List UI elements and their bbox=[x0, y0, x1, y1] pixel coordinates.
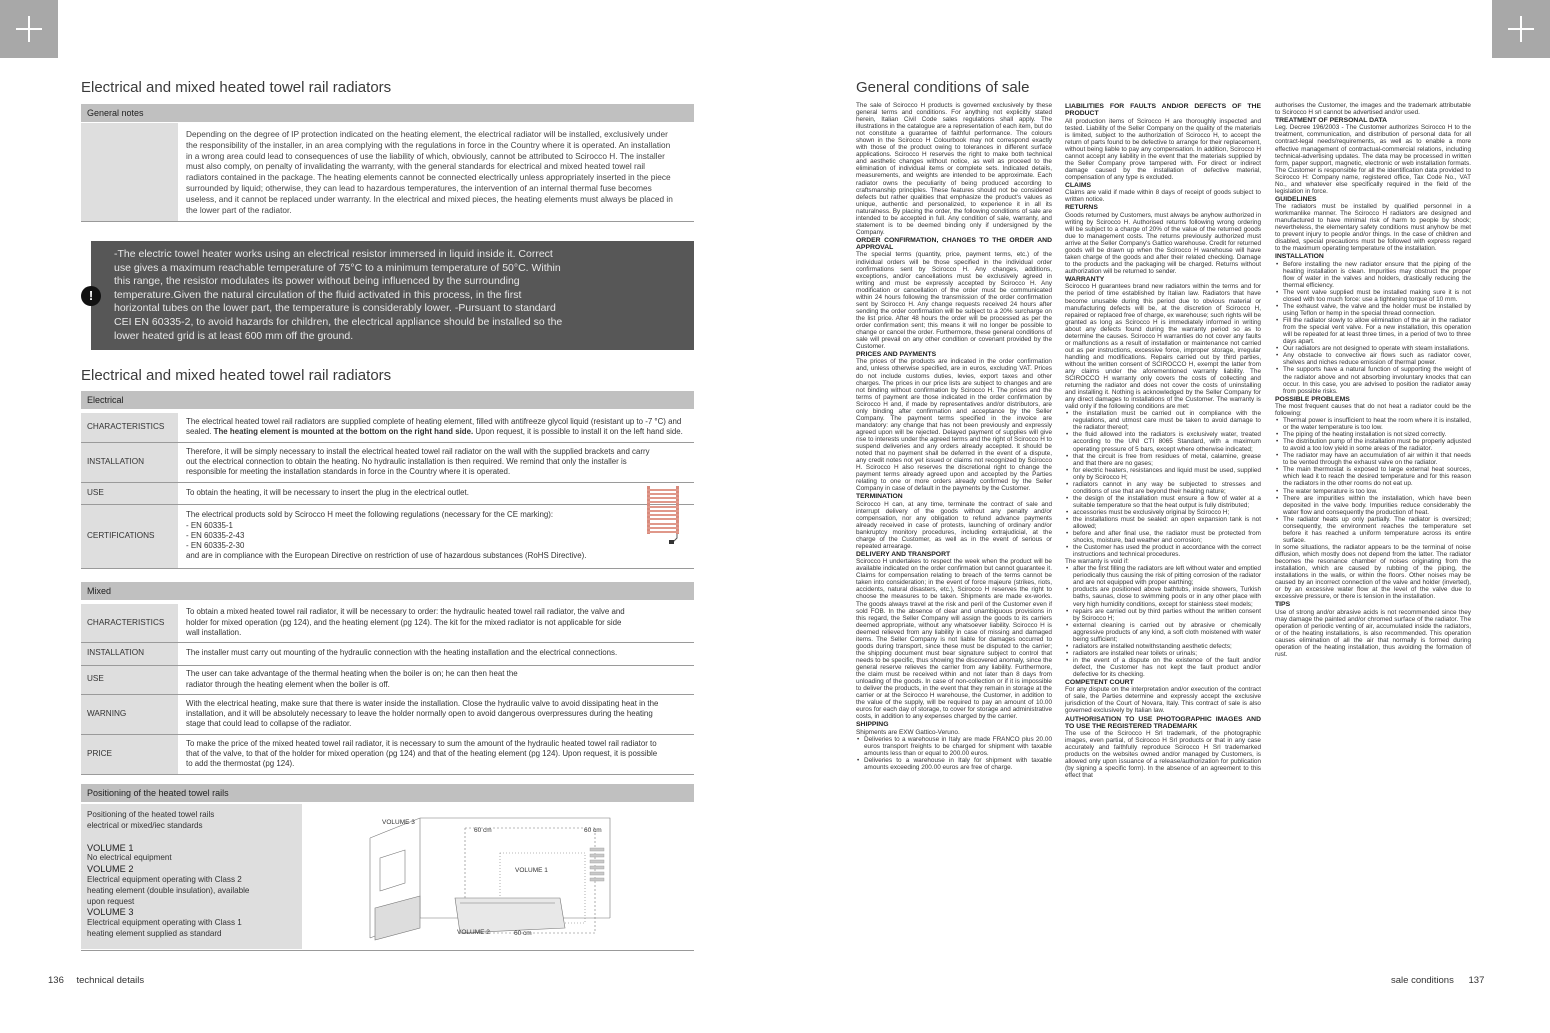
condition-list bbox=[856, 736, 1052, 771]
condition-paragraph: Scirocco H guarantees brand new radiators within the terms and for the period of time established by Italian law. Radiators that have become unusable during this period due to obvious material or manufacturing defects will be, at the discretion of Scirocco H, repaired or replaced free of charge, ex warehouse; such rights will be granted as long as Scirocco H is immediately informed in writing about any defects found during the warranty period so as to determine the causes. Scirocco H warranties do not cover any faults or malfunctions as a result of installation or maintenance not carried out as per instructions, excessive force, improper storage, irregular handling and modifications. Repairs carried out by third parties, without the written consent of SCIROCCO H, exempt the latter from any claims under the aforementioned warranty liability. The SCIROCCO H warranty only covers the costs of collecting and returning the radiator and does not cover the costs of uninstalling and installing it. Nothing is acknowledged by the Seller Company for any direct damages to installations of the Customer. The warranty is valid only if the following conditions are met: bbox=[1065, 283, 1261, 411]
condition-paragraph: Shipments are EXW Gattico-Veruno. bbox=[856, 728, 960, 736]
list-item: • The radiator heats up only partially. The radiator is oversized; consequently, the environment reaches the temperature set before it has reached a uniform temperature across its entire surface. bbox=[1275, 516, 1471, 544]
general-notes-header: General notes bbox=[81, 104, 694, 122]
list-item: • that the circuit is free from residues of metal, calamine, grease and that there are no gases; bbox=[1065, 453, 1261, 467]
list-item: • radiators are installed near toilets or urinals; bbox=[1065, 650, 1261, 657]
list-item: • radiators cannot in any way be subjected to stresses and conditions of use that are beyond their heating nature; bbox=[1065, 481, 1261, 495]
conditions-column-2 bbox=[1065, 102, 1261, 779]
mixed-table bbox=[81, 604, 694, 775]
condition-paragraph: The radiators must be installed by qualified personnel in a workmanlike manner. The Scirocco H radiators are designed and manufactured to have minimal risk of harm to people by shock; nevertheless, the elementary safety conditions must anyhow be met to prevent injury to people and/or things. In the case of children and disabled, special precautions must be followed with express regard to the maximum operating temperature of the installation. bbox=[1275, 203, 1471, 253]
condition-paragraph: Use of strong and/or abrasive acids is not recommended since they may damage the painted and/or chromed surface of the radiator. The operation of periodic venting of air, accumulated inside the radiators, or of the heating installations, is also recommended. This operation causes elimination of all the air that normally is formed during operation of the heating installation, thus avoiding the formation of rust. bbox=[1275, 608, 1471, 658]
condition-heading: DELIVERY AND TRANSPORT bbox=[856, 550, 951, 558]
list-item: • The piping of the heating installation is not sized correctly. bbox=[1275, 431, 1471, 438]
page-number-left: 136 bbox=[48, 975, 64, 986]
warning-box bbox=[91, 241, 694, 350]
table-row bbox=[81, 442, 694, 482]
table-row bbox=[81, 482, 694, 504]
list-item: • in the event of a dispute on the existence of the fault and/or defect, the Customer has not kept the fault product and/or defective for its checking. bbox=[1065, 657, 1261, 678]
condition-paragraph: The use of the Scirocco H Srl trademark, of the photographic images, even partial, of Scirocco H Srl products or that in any case accurately and faithfully reproduce Scirocco H Srl trademarked products on the websites owned and/or managed by Customers, is allowed only upon issuance of a release/authorization for publication (by signing a specific form). In the absence of an agreement to this effect that bbox=[1065, 730, 1261, 780]
general-notes-gray-block bbox=[81, 123, 178, 221]
row-value: Therefore, it will be simply necessary to install the electrical heated towel rail radiator on the wall with the supplied brackets and carry out the electrical connection to obtain the heating. No hydraulic installation is then required. We remind that only the installer is responsible for meeting the installation standards in force in the Country where it is operated. bbox=[178, 442, 694, 482]
list-item: • for electric heaters, resistances and liquid must be used, supplied only by Scirocco H; bbox=[1065, 467, 1261, 481]
condition-heading: COMPETENT COURT bbox=[1065, 679, 1134, 687]
list-item: • the Customer has used the product in accordance with the correct instructions and technical procedures. bbox=[1065, 544, 1261, 558]
condition-list bbox=[1275, 417, 1471, 544]
positioning-intro: Positioning of the heated towel rails electrical or mixed/iec standards bbox=[87, 810, 215, 830]
row-label: CERTIFICATIONS bbox=[81, 504, 178, 568]
row-label: USE bbox=[81, 482, 178, 504]
bathroom-volumes-diagram bbox=[360, 808, 620, 948]
diagram-dimension-3: 60 cm bbox=[514, 930, 532, 937]
condition-heading: AUTHORISATION TO USE PHOTOGRAPHIC IMAGES AND TO USE THE REGISTERED TRADEMARK bbox=[1065, 715, 1261, 730]
table-row bbox=[81, 413, 694, 442]
section-name-right: sale conditions bbox=[1391, 975, 1454, 986]
electrical-table bbox=[81, 413, 694, 569]
list-item: • external cleaning is carried out by abrasive or chemically aggressive products of any kind, a soft cloth moistened with water being sufficient; bbox=[1065, 622, 1261, 643]
list-item: • Deliveries to a warehouse in Italy for shipment with taxable amounts exceeding 200.00 euros are free of charge. bbox=[856, 757, 1052, 771]
condition-paragraph: Goods returned by Customers, must always be anyhow authorized in writing by Scirocco H. Authorised returns following wrong ordering will be subject to a charge of 20% of the value of the returned goods due to management costs. The returns previously authorized must arrive at the Seller Company's Gattico warehouse. Credit for returned goods will be drawn up when the Scirocco H warehouse will have taken charge of the goods and after their related checking. Damage to the products and the packaging will be charged. Returns without authorization will be returned to sender. bbox=[1065, 211, 1261, 276]
table-row bbox=[81, 694, 694, 734]
volume-2-desc: Electrical equipment operating with Class 2 heating element (double insulation), available upon request bbox=[87, 874, 250, 906]
condition-heading: ORDER CONFIRMATION, CHANGES TO THE ORDER AND APPROVAL bbox=[856, 236, 1052, 252]
positioning-header: Positioning of the heated towel rails bbox=[81, 784, 694, 802]
condition-paragraph: Scirocco H undertakes to respect the week when the product will be available indicated on the order confirmation but cannot guarantee it. Claims for compensation relating to breach of the terms cannot be taken into consideration; in the event of force majeure (strikes, riots, accidents, natural disasters, etc.), Scirocco H reserves the right to choose the measures to be taken. Shipments are made ex-works. The goods always travel at the risk and peril of the Customer even if sold FOB. In the absence of clear and unambiguous provisions in this regard, the Seller Company will assign the goods to its carriers deemed appropriate, without any whatsoever liability. Scirocco H is deemed relieved from any liability in case of missing and damaged items. The Seller Company is not liable for damages occurred to goods during transport, since these must be disputed to the carrier; the shipping document must bear signature subject to control that needs to be specific, thus showing the discovered anomaly, since the general reserve relieves the carrier from any liability. Furthermore, the claim must be received within and not later than 8 days from unloading of the goods. In case of non-collection or if it is impossible to deliver the products, in the event that they remain in storage at the carrier or at the Scirocco H warehouse, the Customer, in addition to the value of the supply, will be required to pay an amount of 10.00 euros for each day of storage, to cover for storage and administrative costs, in addition to any expenses charged by the carrier. bbox=[856, 558, 1052, 721]
positioning-legend bbox=[81, 804, 302, 949]
condition-heading: POSSIBLE PROBLEMS bbox=[1275, 395, 1350, 403]
condition-paragraph: The sale of Scirocco H products is governed exclusively by these general terms and conditions. For anything not explicitly stated herein, Italian Civil Code sales regulations shall apply. The illustrations in the catalogue are a representation of each item, but do not constitute a guarantee of faithful performance. The colours shown in the Scirocco H Colourbook may not correspond exactly with those of the product owing to tolerances in different surface applications. Scirocco H reserves the right to make both technical and aesthetic changes without notice, as well as proceed to the elimination of individual items or complete sets. Indicated details, measurements, and weights are intended to be approximate. Each radiator owns the peculiarity of being produced according to craftsmanship principles. These features should not be considered defects but rather qualities that emphasize the product's values as unique, authentic and personalized, to experience it in all its naturalness. By placing the order, the following conditions of sale are intended to be accepted in full. Any condition of sale, warranty, and statement is to be deemed binding only if undersigned by the Company. bbox=[856, 102, 1052, 236]
list-item: • Fill the radiator slowly to allow elimination of the air in the radiator from the special vent valve. For a new installation, this operation will be repeated for at least three times, in a period of two to three days apart. bbox=[1275, 317, 1471, 345]
diagram-label-volume-3: VOLUME 3 bbox=[382, 819, 415, 826]
list-item: • repairs are carried out by third parties without the written consent by Scirocco H; bbox=[1065, 608, 1261, 622]
divider bbox=[81, 950, 694, 951]
condition-heading: INSTALLATION bbox=[1275, 253, 1324, 261]
table-row bbox=[81, 665, 694, 694]
list-item: • the design of the installation must ensure a flow of water at a suitable temperature so that the heat output is fully distributed; bbox=[1065, 495, 1261, 509]
volume-1-desc: No electrical equipment bbox=[87, 853, 172, 863]
condition-paragraph: authorises the Customer, the images and the trademark attributable to Scirocco H srl cannot be advertised and/or used. bbox=[1275, 102, 1471, 117]
condition-list bbox=[1065, 565, 1261, 678]
row-label: USE bbox=[81, 665, 178, 694]
list-item: • the fluid allowed into the radiators is exclusively water, treated according to the UNI CTI 8065 Standard, with a maximum operating pressure of 5 bars, except where otherwise indicated; bbox=[1065, 431, 1261, 452]
page-number-right: 137 bbox=[1468, 975, 1485, 986]
list-item: • Before installing the new radiator ensure that the piping of the heating installation is clean. Impurities may obstruct the proper flow of water in the valves and holders, drastically reducing the thermal efficiency. bbox=[1275, 261, 1471, 289]
volume-3-desc: Electrical equipment operating with Class 1 heating element supplied as standard bbox=[87, 918, 242, 938]
condition-paragraph: The warranty is void if: bbox=[1065, 558, 1129, 566]
diagram-label-volume-1: VOLUME 1 bbox=[515, 867, 548, 874]
condition-heading: TERMINATION bbox=[856, 493, 903, 501]
condition-paragraph: Claims are valid if made within 8 days of receipt of goods subject to written notice. bbox=[1065, 189, 1261, 204]
condition-heading: PRICES AND PAYMENTS bbox=[856, 351, 937, 359]
list-item: • before and after final use, the radiator must be protected from shocks, moisture, bad weather and corrosion; bbox=[1065, 530, 1261, 544]
list-item: • accessories must be exclusively original by Scirocco H; bbox=[1065, 509, 1261, 516]
condition-paragraph: The special terms (quantity, price, payment terms, etc.) of the individual orders will be those specified in the individual order confirmations sent by Scirocco H. Any changes, additions, exceptions, and/or cancellations must be exclusively agreed in writing and must be expressly accepted by Scirocco H. Any modification or cancellation of the order must be communicated within 24 hours following the transmission of the order confirmation sent by Scirocco H. Any change requests received 24 hours after sending the order confirmation will be subject to a 20% surcharge on the list price. After 48 hours the order will be processed as per the order confirmation sent; this means it will no longer be possible to change or cancel the order. Furthermore, these general conditions of sale will prevail on any other condition or covenant provided by the Customer. bbox=[856, 251, 1052, 351]
mixed-header: Mixed bbox=[81, 582, 694, 600]
list-item: • after the first filling the radiators are left without water and emptied periodically thus causing the risk of pitting corrosion of the radiator and are not equipped with proper earthing; bbox=[1065, 565, 1261, 586]
footer-right bbox=[1391, 975, 1484, 986]
conditions-column-3 bbox=[1275, 102, 1471, 658]
section-title-electrical-mixed: Electrical and mixed heated towel rail radiators bbox=[81, 367, 392, 384]
condition-paragraph: For any dispute on the interpretation and/or execution of the contract of sale, the Parties determine and expressly accept the exclusive jurisdiction of the Court of Novara, Italy. This contract of sale is also governed exclusively by Italian law. bbox=[1065, 686, 1261, 715]
condition-heading: CLAIMS bbox=[1065, 182, 1092, 190]
electric-radiator-illustration bbox=[644, 485, 682, 545]
divider bbox=[81, 221, 694, 222]
conditions-column-1 bbox=[856, 102, 1052, 771]
list-item: • products are positioned above bathtubs, inside showers, Turkish baths, saunas, close to swimming pools or in any other place with very high humidity conditions, except for stainless steel models; bbox=[1065, 586, 1261, 607]
general-notes-text: Depending on the degree of IP protection indicated on the heating element, the electrical radiator will be installed, exclusively under the responsibility of the installer, in an area complying with the regulations in force in the Country where it is operated. An installation in a wrong area could lead to consequences of use the liability of which, obviously, cannot be attributed to Scirocco H. The installer must also comply, on penalty of invalidating the warranty, with the general standards for electrical and mixed heated towel rail radiators contained in the package. The heating elements cannot be connected electrically unless appropriately inserted in the piece surrounded by liquid; otherwise, they can lead to hazardous temperatures, the intervention of an internal thermal fuse becomes useless, and it cannot be replaced under warranty. In the electrical and mixed pieces, the heating elements must always be placed in the lower part of the radiator. bbox=[186, 129, 673, 215]
electrical-header: Electrical bbox=[81, 391, 694, 409]
row-value: To make the price of the mixed heated towel rail radiator, it is necessary to sum the amount of the hydraulic heated towel rail radiator to that of the valve, to that of the holder for mixed operation (pg 124) and that of the heating element (pg 124). Upon request, it is possible to add the thermostat (pg 124). bbox=[178, 734, 694, 774]
diagram-label-volume-2: VOLUME 2 bbox=[457, 929, 490, 936]
condition-heading: GUIDELINES bbox=[1275, 195, 1317, 203]
list-item: • Deliveries to a warehouse in Italy are made FRANCO plus 20.00 euros transport freights to be charged for shipment with taxable amounts less than or equal to 200.00 euros. bbox=[856, 736, 1052, 757]
row-label: CHARACTERISTICS bbox=[81, 413, 178, 442]
condition-list bbox=[1065, 410, 1261, 558]
diagram-dimension-1: 60 cm bbox=[474, 827, 492, 834]
row-value: To obtain a mixed heated towel rail radiator, it will be necessary to order: the hydraulic heated towel rail radiator, the valve and holder for mixed operation (pg 124), and the heating element (pg 124). The kit for the mixed radiator is not applicable for side wall installation. bbox=[178, 604, 694, 642]
table-row bbox=[81, 504, 694, 568]
condition-paragraph: The prices of the products are indicated in the order confirmation and, unless otherwise specified, are in euros, excluding VAT. Prices do not include customs duties, levies, export taxes and other charges. The prices in our price lists are subject to changes and are not binding without confirmation by Scirocco H. The prices and the terms of payment are those indicated in the order confirmation by Scirocco H and, if made by representatives and/or distributors, are only binding after confirmation and acceptance by the Seller Company. The payment terms specified in the invoice are mandatory: any change that has not been previously and expressly agreed upon will be rejected. Delayed payment of supplies will give rise to interests under the agreed terms and the right of Scirocco H to suspend deliveries and any orders already accepted. It should be noted that no payment shall be deferred in the event of a dispute, any credit notes not yet issued or claims not recognized by Scirocco H. Scirocco H also reserves the discretional right to change the payment terms already agreed upon and accepted by the Parties relating to one or more orders already confirmed by the Seller Company in case of default in the payments by the Customer. bbox=[856, 358, 1052, 493]
condition-heading: TIPS bbox=[1275, 601, 1291, 609]
table-row bbox=[81, 642, 694, 665]
row-label: INSTALLATION bbox=[81, 442, 178, 482]
row-label: WARNING bbox=[81, 694, 178, 734]
list-item: • The main thermostat is exposed to large external heat sources, which lead it to reach the desired temperature and for this reason the radiators in the other rooms do not eat up. bbox=[1275, 466, 1471, 487]
row-value: To obtain the heating, it will be necessary to insert the plug in the electrical outlet. bbox=[178, 482, 694, 504]
list-item: • Any obstacle to convective air flows such as radiator cover, shelves and niches reduce emission of thermal power. bbox=[1275, 352, 1471, 366]
condition-heading: WARRANTY bbox=[1065, 276, 1105, 284]
list-item: • The vent valve supplied must be installed making sure it is not closed with too much force: use a tightening torque of 10 mm. bbox=[1275, 289, 1471, 303]
row-value: The user can take advantage of the thermal heating when the boiler is on; he can then heat the radiator through the heating element when the boiler is off. bbox=[178, 665, 694, 694]
volume-2-title: VOLUME 2 bbox=[87, 864, 134, 875]
condition-paragraph: In some situations, the radiator appears to be the terminal of noise diffusion, which mostly does not depend from the latter. The radiator becomes the resonance chamber of noises originating from the installation, which are caused by rubbing of the piping, the installations in the walls, or within the floors. Other noises may be caused by an incorrect connection of the valve and holder (inverted), or by an excessive water flow at the level of the valve due to excessive pressure, or there is tension in the installation. bbox=[1275, 543, 1471, 601]
list-item: • The supports have a natural function of supporting the weight of the radiator above and not absorbing involuntary knocks that can occur. In this case, you are advised to position the radiator away from possible risks. bbox=[1275, 366, 1471, 394]
plus-icon-left[interactable] bbox=[0, 0, 58, 58]
condition-heading: SHIPPING bbox=[856, 721, 889, 729]
condition-heading: RETURNS bbox=[1065, 204, 1098, 212]
condition-paragraph: The most frequent causes that do not heat a radiator could be the following: bbox=[1275, 402, 1471, 418]
table-row bbox=[81, 604, 694, 642]
list-item: • The radiator may have an accumulation of air within it that needs to be vented through the exhaust valve on the radiator. bbox=[1275, 452, 1471, 466]
row-label: CHARACTERISTICS bbox=[81, 604, 178, 642]
condition-heading: LIABILITIES FOR FAULTS AND/OR DEFECTS OF THE PRODUCT bbox=[1065, 103, 1261, 118]
footer-left bbox=[48, 975, 144, 986]
list-item: • The exhaust valve, the valve and the holder must be installed by using Teflon or hemp in the special thread connection. bbox=[1275, 303, 1471, 317]
page-title-right: General conditions of sale bbox=[856, 79, 1030, 96]
list-item: • radiators are installed notwithstanding aesthetic defects; bbox=[1065, 643, 1261, 650]
warning-text: -The electric towel heater works using an electrical resistor immersed in liquid inside it. Correct use gives a maximum reachable temperature of 75°C to a minimum temperature of 50°C. Within this range, the resistor modulates its power without being influenced by the surrounding temperature.Given the natural circulation of the fluid activated in this process, in the first horizontal tubes on the lower part, the temperature is considerably lower. -Pursuant to standard CEI EN 60335-2, to avoid hazards for children, the electrical appliance should be installed so the lower heated grid is at least 600 mm off the ground. bbox=[114, 248, 563, 342]
row-value: The installer must carry out mounting of the hydraulic connection with the heating installation and the electrical connections. bbox=[178, 642, 694, 665]
condition-heading: TREATMENT OF PERSONAL DATA bbox=[1275, 117, 1388, 125]
list-item: • the installations must be sealed: an open expansion tank is not allowed; bbox=[1065, 516, 1261, 530]
condition-paragraph: All production items of Scirocco H are thoroughly inspected and tested. Liability of the Seller Company on the quality of the materials is limited, subject to the authorization of Scirocco H, to accept the return of parts found to be defective to arrange for their replacement, without being liable to pay any compensation. In addition, Scirocco H cannot accept any liability in the event that the materials supplied by the Seller Company prove tampered with. For direct or indirect damage caused by the installation of defective material, compensation of any type is excluded. bbox=[1065, 117, 1261, 181]
row-value: With the electrical heating, make sure that there is water inside the installation. Close the hydraulic valve to avoid dissipating heat in the installation, and it will be absolutely necessary to leave the holder normally open to avoid dangerous overpressures during the heating stage that could lead to collapse of the radiator. bbox=[178, 694, 694, 734]
row-value: The electrical products sold by Scirocco H meet the following regulations (necessary for the CE marking): - EN 60335-1 - EN 60335-2-43 - EN 60335-2-30 and are in compliance with the European Directive on restriction of use of hazardous substances (RoHS Directive). bbox=[178, 504, 694, 568]
row-label: PRICE bbox=[81, 734, 178, 774]
list-item: • There are impurities within the installation, which have been deposited in the valve body. Impurities reduce considerably the water flow and consequently the production of heat. bbox=[1275, 495, 1471, 516]
section-name-left: technical details bbox=[76, 975, 145, 986]
condition-paragraph: Scirocco H can, at any time, terminate the contract of sale and interrupt delivery of the goods without any penalty and/or compensation, nor any obligation to refund advance payments already received in case of protests, launching of ordinary and/or bankruptcy monitory procedures, including extrajudicial, at the charge of the Customer, as well as in the event of serious or repeated arrearage. bbox=[856, 500, 1052, 550]
page-title-left: Electrical and mixed heated towel rail radiators bbox=[81, 79, 392, 96]
volume-1-title: VOLUME 1 bbox=[87, 842, 134, 853]
row-label: INSTALLATION bbox=[81, 642, 178, 665]
condition-paragraph: Leg. Decree 196/2003 - The Customer authorizes Scirocco H to the treatment, communication, and distribution of personal data for all contract-legal needs/requirements, as well as to enable a more effective management of contractual-commercial relations, including technical-advertising updates. The data may be processed in written form, paper support, magnetic, electronic or web installation formats. The Customer is responsible for all the identification data provided to Scirocco H: Company name, registered office, Tax Code No., VAT No., and whatever else specifically required in the field of the legislation in force. bbox=[1275, 124, 1471, 195]
volume-3-title: VOLUME 3 bbox=[87, 907, 134, 918]
table-row bbox=[81, 734, 694, 774]
plus-icon-right[interactable] bbox=[1492, 0, 1550, 58]
list-item: • The water temperature is too low. bbox=[1275, 488, 1471, 495]
list-item: • Our radiators are not designed to operate with steam installations. bbox=[1275, 345, 1471, 352]
condition-list bbox=[1275, 261, 1471, 395]
row-value: The electrical heated towel rail radiators are supplied complete of heating element, filled with antifreeze glycol liquid (resistant up to -7 °C) and sealed. The heating element is mounted at the bottom on the right hand side. Upon request, it is possible to install it on the left hand side. bbox=[178, 413, 694, 442]
list-item: • The distribution pump of the installation must be properly adjusted to avoid a too low yield in some areas of the radiator. bbox=[1275, 438, 1471, 452]
list-item: • Thermal power is insufficient to heat the room where it is installed, or the water temperature is too low. bbox=[1275, 417, 1471, 431]
warning-icon: ! bbox=[81, 286, 101, 306]
list-item: • the installation must be carried out in compliance with the regulations, and utmost care must be taken to avoid damage to the radiator thereof; bbox=[1065, 410, 1261, 431]
diagram-dimension-2: 60 cm bbox=[584, 827, 602, 834]
